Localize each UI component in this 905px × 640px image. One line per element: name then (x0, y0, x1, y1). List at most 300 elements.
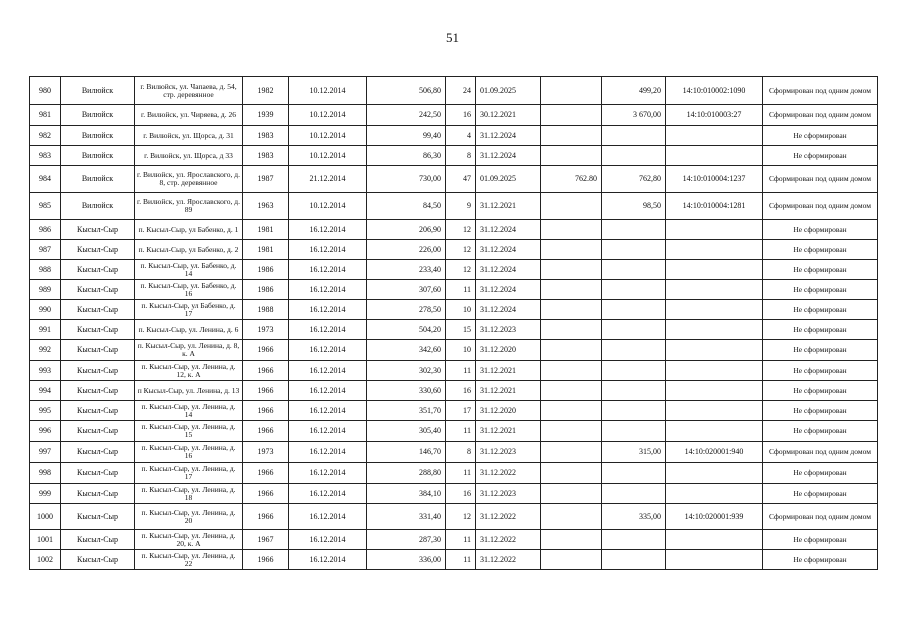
table-row (30, 463, 878, 484)
address-cell: п. Кысыл-Сыр, ул. Ленина, д. 18 (135, 484, 243, 504)
row-number-cell: 993 (30, 361, 61, 381)
plot-status-cell: Не сформирован (763, 240, 878, 260)
plot-area-cell (602, 530, 666, 550)
land-area-cell (541, 381, 602, 401)
address-cell: п. Кысыл-Сыр, ул Бабенко, д. 17 (135, 300, 243, 320)
land-area-cell (541, 240, 602, 260)
plot-status-cell: Не сформирован (763, 340, 878, 361)
year-built-cell: 1988 (243, 300, 289, 320)
settlement-cell: Кысыл-Сыр (61, 260, 135, 280)
decision-date-cell: 16.12.2014 (289, 421, 367, 442)
table-row (30, 320, 878, 340)
area-cell: 504,20 (367, 320, 446, 340)
residents-cell: 11 (446, 421, 476, 442)
cadastral-number-cell (666, 463, 763, 484)
cadastral-number-cell (666, 260, 763, 280)
plot-area-cell (602, 463, 666, 484)
cadastral-number-cell (666, 300, 763, 320)
land-area-cell (541, 220, 602, 240)
row-number-cell: 1000 (30, 504, 61, 530)
year-built-cell: 1983 (243, 146, 289, 166)
year-built-cell: 1982 (243, 77, 289, 105)
land-area-cell (541, 484, 602, 504)
plot-area-cell (602, 260, 666, 280)
land-area-cell (541, 105, 602, 126)
plot-status-cell: Сформирован под одним домом (763, 442, 878, 463)
settlement-cell: Вилюйск (61, 166, 135, 193)
plot-area-cell (602, 280, 666, 300)
address-cell: п Кысыл-Сыр, ул. Ленина, д. 13 (135, 381, 243, 401)
residents-cell: 10 (446, 340, 476, 361)
deadline-cell: 31.12.2023 (476, 484, 541, 504)
settlement-cell: Кысыл-Сыр (61, 320, 135, 340)
year-built-cell: 1981 (243, 220, 289, 240)
deadline-cell: 31.12.2022 (476, 550, 541, 570)
cadastral-number-cell (666, 361, 763, 381)
address-cell: п. Кысыл-Сыр, ул. Ленина, д. 17 (135, 463, 243, 484)
settlement-cell: Кысыл-Сыр (61, 340, 135, 361)
plot-status-cell: Не сформирован (763, 320, 878, 340)
settlement-cell: Кысыл-Сыр (61, 240, 135, 260)
year-built-cell: 1966 (243, 421, 289, 442)
cadastral-number-cell: 14:10:010004:1281 (666, 193, 763, 220)
land-area-cell (541, 361, 602, 381)
area-cell: 99,40 (367, 126, 446, 146)
plot-area-cell (602, 484, 666, 504)
residents-cell: 12 (446, 260, 476, 280)
table-row (30, 530, 878, 550)
table-row (30, 550, 878, 570)
deadline-cell: 31.12.2024 (476, 220, 541, 240)
year-built-cell: 1973 (243, 320, 289, 340)
residents-cell: 15 (446, 320, 476, 340)
plot-status-cell: Не сформирован (763, 381, 878, 401)
row-number-cell: 997 (30, 442, 61, 463)
address-cell: п. Кысыл-Сыр, ул. Ленина, д. 14 (135, 401, 243, 421)
plot-status-cell: Не сформирован (763, 280, 878, 300)
residents-cell: 16 (446, 484, 476, 504)
deadline-cell: 31.12.2020 (476, 340, 541, 361)
plot-area-cell (602, 320, 666, 340)
area-cell: 287,30 (367, 530, 446, 550)
table-row (30, 421, 878, 442)
row-number-cell: 1001 (30, 530, 61, 550)
residents-cell: 4 (446, 126, 476, 146)
deadline-cell: 01.09.2025 (476, 77, 541, 105)
plot-area-cell: 315,00 (602, 442, 666, 463)
decision-date-cell: 16.12.2014 (289, 401, 367, 421)
land-area-cell (541, 340, 602, 361)
address-cell: п. Кысыл-Сыр, ул. Ленина, д. 20 (135, 504, 243, 530)
area-cell: 146,70 (367, 442, 446, 463)
land-area-cell (541, 504, 602, 530)
area-cell: 278,50 (367, 300, 446, 320)
decision-date-cell: 10.12.2014 (289, 146, 367, 166)
residents-cell: 11 (446, 280, 476, 300)
residents-cell: 16 (446, 381, 476, 401)
deadline-cell: 31.12.2024 (476, 126, 541, 146)
plot-area-cell (602, 381, 666, 401)
table-row (30, 340, 878, 361)
table-row (30, 240, 878, 260)
settlement-cell: Кысыл-Сыр (61, 300, 135, 320)
deadline-cell: 31.12.2024 (476, 280, 541, 300)
year-built-cell: 1966 (243, 484, 289, 504)
plot-status-cell: Не сформирован (763, 484, 878, 504)
row-number-cell: 999 (30, 484, 61, 504)
plot-area-cell (602, 401, 666, 421)
decision-date-cell: 16.12.2014 (289, 220, 367, 240)
decision-date-cell: 21.12.2014 (289, 166, 367, 193)
land-area-cell (541, 280, 602, 300)
decision-date-cell: 16.12.2014 (289, 484, 367, 504)
decision-date-cell: 16.12.2014 (289, 260, 367, 280)
plot-area-cell (602, 421, 666, 442)
year-built-cell: 1966 (243, 401, 289, 421)
settlement-cell: Кысыл-Сыр (61, 484, 135, 504)
deadline-cell: 31.12.2023 (476, 442, 541, 463)
area-cell: 336,00 (367, 550, 446, 570)
year-built-cell: 1987 (243, 166, 289, 193)
row-number-cell: 988 (30, 260, 61, 280)
decision-date-cell: 16.12.2014 (289, 463, 367, 484)
table-row (30, 260, 878, 280)
area-cell: 288,80 (367, 463, 446, 484)
table-row (30, 220, 878, 240)
decision-date-cell: 16.12.2014 (289, 442, 367, 463)
plot-area-cell: 762,80 (602, 166, 666, 193)
settlement-cell: Кысыл-Сыр (61, 381, 135, 401)
address-cell: г. Вилюйск, ул. Ярославского, д. 8, стр. деревянное (135, 166, 243, 193)
land-area-cell (541, 320, 602, 340)
area-cell: 305,40 (367, 421, 446, 442)
plot-status-cell: Не сформирован (763, 260, 878, 280)
decision-date-cell: 16.12.2014 (289, 361, 367, 381)
deadline-cell: 31.12.2024 (476, 146, 541, 166)
area-cell: 307,60 (367, 280, 446, 300)
cadastral-number-cell (666, 220, 763, 240)
plot-status-cell: Не сформирован (763, 361, 878, 381)
plot-status-cell: Сформирован под одним домом (763, 504, 878, 530)
plot-status-cell: Сформирован под одним домом (763, 77, 878, 105)
year-built-cell: 1973 (243, 442, 289, 463)
settlement-cell: Кысыл-Сыр (61, 280, 135, 300)
plot-status-cell: Сформирован под одним домом (763, 193, 878, 220)
area-cell: 233,40 (367, 260, 446, 280)
table-row (30, 442, 878, 463)
deadline-cell: 01.09.2025 (476, 166, 541, 193)
decision-date-cell: 10.12.2014 (289, 105, 367, 126)
residents-cell: 11 (446, 361, 476, 381)
area-cell: 226,00 (367, 240, 446, 260)
area-cell: 506,80 (367, 77, 446, 105)
residents-cell: 10 (446, 300, 476, 320)
plot-status-cell: Не сформирован (763, 401, 878, 421)
residents-cell: 12 (446, 240, 476, 260)
decision-date-cell: 16.12.2014 (289, 240, 367, 260)
table-row (30, 361, 878, 381)
decision-date-cell: 16.12.2014 (289, 550, 367, 570)
table-row (30, 280, 878, 300)
area-cell: 330,60 (367, 381, 446, 401)
year-built-cell: 1966 (243, 504, 289, 530)
table-row (30, 146, 878, 166)
cadastral-number-cell (666, 550, 763, 570)
settlement-cell: Кысыл-Сыр (61, 550, 135, 570)
row-number-cell: 990 (30, 300, 61, 320)
land-area-cell (541, 442, 602, 463)
row-number-cell: 989 (30, 280, 61, 300)
land-area-cell (541, 260, 602, 280)
table-row (30, 484, 878, 504)
land-area-cell (541, 77, 602, 105)
year-built-cell: 1966 (243, 381, 289, 401)
residents-cell: 12 (446, 220, 476, 240)
table-body (30, 77, 878, 570)
address-cell: п. Кысыл-Сыр, ул. Ленина, д. 22 (135, 550, 243, 570)
year-built-cell: 1981 (243, 240, 289, 260)
cadastral-number-cell (666, 421, 763, 442)
land-area-cell (541, 126, 602, 146)
deadline-cell: 31.12.2024 (476, 240, 541, 260)
settlement-cell: Кысыл-Сыр (61, 421, 135, 442)
cadastral-number-cell: 14:10:020001:939 (666, 504, 763, 530)
settlement-cell: Кысыл-Сыр (61, 442, 135, 463)
residents-cell: 8 (446, 442, 476, 463)
plot-area-cell (602, 361, 666, 381)
cadastral-number-cell (666, 381, 763, 401)
plot-status-cell: Не сформирован (763, 300, 878, 320)
decision-date-cell: 16.12.2014 (289, 280, 367, 300)
decision-date-cell: 16.12.2014 (289, 340, 367, 361)
row-number-cell: 985 (30, 193, 61, 220)
plot-status-cell: Сформирован под одним домом (763, 166, 878, 193)
row-number-cell: 995 (30, 401, 61, 421)
decision-date-cell: 16.12.2014 (289, 300, 367, 320)
decision-date-cell: 16.12.2014 (289, 381, 367, 401)
settlement-cell: Вилюйск (61, 105, 135, 126)
plot-area-cell: 98,50 (602, 193, 666, 220)
cadastral-number-cell (666, 401, 763, 421)
area-cell: 384,10 (367, 484, 446, 504)
cadastral-number-cell (666, 320, 763, 340)
residents-cell: 11 (446, 530, 476, 550)
address-cell: г. Вилюйск, ул. Ярославского, д. 89 (135, 193, 243, 220)
row-number-cell: 982 (30, 126, 61, 146)
residents-cell: 17 (446, 401, 476, 421)
decision-date-cell: 16.12.2014 (289, 504, 367, 530)
cadastral-number-cell (666, 240, 763, 260)
settlement-cell: Кысыл-Сыр (61, 220, 135, 240)
land-area-cell (541, 530, 602, 550)
decision-date-cell: 10.12.2014 (289, 193, 367, 220)
cadastral-number-cell: 14:10:020001:940 (666, 442, 763, 463)
table-row (30, 300, 878, 320)
year-built-cell: 1966 (243, 340, 289, 361)
table-row (30, 401, 878, 421)
deadline-cell: 31.12.2022 (476, 530, 541, 550)
table-row (30, 193, 878, 220)
year-built-cell: 1963 (243, 193, 289, 220)
row-number-cell: 998 (30, 463, 61, 484)
cadastral-number-cell: 14:10:010002:1090 (666, 77, 763, 105)
deadline-cell: 31.12.2022 (476, 504, 541, 530)
plot-area-cell (602, 220, 666, 240)
deadline-cell: 31.12.2020 (476, 401, 541, 421)
cadastral-number-cell (666, 484, 763, 504)
land-area-cell (541, 193, 602, 220)
area-cell: 84,50 (367, 193, 446, 220)
row-number-cell: 980 (30, 77, 61, 105)
plot-area-cell (602, 126, 666, 146)
table-row (30, 105, 878, 126)
page-number: 51 (446, 30, 459, 45)
year-built-cell: 1939 (243, 105, 289, 126)
settlement-cell: Вилюйск (61, 146, 135, 166)
year-built-cell: 1967 (243, 530, 289, 550)
year-built-cell: 1966 (243, 361, 289, 381)
plot-area-cell: 499,20 (602, 77, 666, 105)
deadline-cell: 31.12.2021 (476, 421, 541, 442)
table-row (30, 166, 878, 193)
address-cell: г. Вилюйск, ул. Чапаева, д. 54, стр. деревянное (135, 77, 243, 105)
year-built-cell: 1986 (243, 260, 289, 280)
area-cell: 242,50 (367, 105, 446, 126)
area-cell: 331,40 (367, 504, 446, 530)
row-number-cell: 983 (30, 146, 61, 166)
cadastral-number-cell (666, 126, 763, 146)
area-cell: 351,70 (367, 401, 446, 421)
row-number-cell: 984 (30, 166, 61, 193)
land-area-cell (541, 421, 602, 442)
plot-status-cell: Не сформирован (763, 126, 878, 146)
settlement-cell: Кысыл-Сыр (61, 463, 135, 484)
address-cell: п. Кысыл-Сыр, ул Бабенко, д. 2 (135, 240, 243, 260)
address-cell: п. Кысыл-Сыр, ул. Бабенко, д. 14 (135, 260, 243, 280)
plot-area-cell (602, 550, 666, 570)
decision-date-cell: 16.12.2014 (289, 530, 367, 550)
plot-status-cell: Не сформирован (763, 550, 878, 570)
row-number-cell: 986 (30, 220, 61, 240)
plot-status-cell: Не сформирован (763, 421, 878, 442)
cadastral-number-cell (666, 280, 763, 300)
area-cell: 302,30 (367, 361, 446, 381)
land-area-cell (541, 550, 602, 570)
cadastral-number-cell: 14:10:010003:27 (666, 105, 763, 126)
residents-cell: 11 (446, 550, 476, 570)
deadline-cell: 31.12.2024 (476, 260, 541, 280)
deadline-cell: 31.12.2021 (476, 193, 541, 220)
plot-area-cell: 3 670,00 (602, 105, 666, 126)
row-number-cell: 994 (30, 381, 61, 401)
year-built-cell: 1966 (243, 463, 289, 484)
row-number-cell: 992 (30, 340, 61, 361)
row-number-cell: 981 (30, 105, 61, 126)
residents-cell: 8 (446, 146, 476, 166)
land-area-cell (541, 300, 602, 320)
settlement-cell: Кысыл-Сыр (61, 530, 135, 550)
cadastral-number-cell (666, 340, 763, 361)
residents-cell: 11 (446, 463, 476, 484)
row-number-cell: 991 (30, 320, 61, 340)
residents-cell: 16 (446, 105, 476, 126)
settlement-cell: Вилюйск (61, 126, 135, 146)
row-number-cell: 996 (30, 421, 61, 442)
deadline-cell: 30.12.2021 (476, 105, 541, 126)
settlement-cell: Кысыл-Сыр (61, 504, 135, 530)
plot-status-cell: Не сформирован (763, 220, 878, 240)
plot-area-cell (602, 340, 666, 361)
address-cell: г. Вилюйск, ул. Щорса, д 33 (135, 146, 243, 166)
deadline-cell: 31.12.2024 (476, 300, 541, 320)
address-cell: г. Вилюйск, ул. Чиряева, д. 26 (135, 105, 243, 126)
plot-status-cell: Не сформирован (763, 146, 878, 166)
plot-area-cell (602, 300, 666, 320)
land-area-cell (541, 463, 602, 484)
row-number-cell: 1002 (30, 550, 61, 570)
address-cell: п. Кысыл-Сыр, ул Бабенко, д. 1 (135, 220, 243, 240)
plot-status-cell: Не сформирован (763, 530, 878, 550)
address-cell: п. Кысыл-Сыр, ул. Ленина, д. 8, к. А (135, 340, 243, 361)
housing-registry-table (29, 76, 878, 570)
area-cell: 730,00 (367, 166, 446, 193)
area-cell: 206,90 (367, 220, 446, 240)
settlement-cell: Кысыл-Сыр (61, 401, 135, 421)
table-row (30, 381, 878, 401)
deadline-cell: 31.12.2021 (476, 361, 541, 381)
settlement-cell: Вилюйск (61, 77, 135, 105)
year-built-cell: 1966 (243, 550, 289, 570)
cadastral-number-cell (666, 530, 763, 550)
land-area-cell (541, 146, 602, 166)
plot-status-cell: Не сформирован (763, 463, 878, 484)
table-row (30, 126, 878, 146)
cadastral-number-cell: 14:10:010004:1237 (666, 166, 763, 193)
address-cell: г. Вилюйск, ул. Щорса, д. 31 (135, 126, 243, 146)
deadline-cell: 31.12.2021 (476, 381, 541, 401)
plot-area-cell: 335,00 (602, 504, 666, 530)
address-cell: п. Кысыл-Сыр, ул. Ленина, д. 16 (135, 442, 243, 463)
year-built-cell: 1986 (243, 280, 289, 300)
address-cell: п. Кысыл-Сыр, ул. Ленина, д. 12, к. А (135, 361, 243, 381)
decision-date-cell: 16.12.2014 (289, 320, 367, 340)
decision-date-cell: 10.12.2014 (289, 77, 367, 105)
residents-cell: 9 (446, 193, 476, 220)
residents-cell: 47 (446, 166, 476, 193)
deadline-cell: 31.12.2022 (476, 463, 541, 484)
land-area-cell (541, 401, 602, 421)
area-cell: 86,30 (367, 146, 446, 166)
address-cell: п. Кысыл-Сыр, ул. Ленина, д. 15 (135, 421, 243, 442)
table-row (30, 504, 878, 530)
row-number-cell: 987 (30, 240, 61, 260)
plot-area-cell (602, 146, 666, 166)
cadastral-number-cell (666, 146, 763, 166)
table-row (30, 77, 878, 105)
decision-date-cell: 10.12.2014 (289, 126, 367, 146)
deadline-cell: 31.12.2023 (476, 320, 541, 340)
land-area-cell: 762.80 (541, 166, 602, 193)
address-cell: п. Кысыл-Сыр, ул. Ленина, д. 20, к. А (135, 530, 243, 550)
plot-status-cell: Сформирован под одним домом (763, 105, 878, 126)
address-cell: п. Кысыл-Сыр, ул. Ленина, д. 6 (135, 320, 243, 340)
area-cell: 342,60 (367, 340, 446, 361)
settlement-cell: Вилюйск (61, 193, 135, 220)
settlement-cell: Кысыл-Сыр (61, 361, 135, 381)
plot-area-cell (602, 240, 666, 260)
address-cell: п. Кысыл-Сыр, ул. Бабенко, д. 16 (135, 280, 243, 300)
residents-cell: 24 (446, 77, 476, 105)
